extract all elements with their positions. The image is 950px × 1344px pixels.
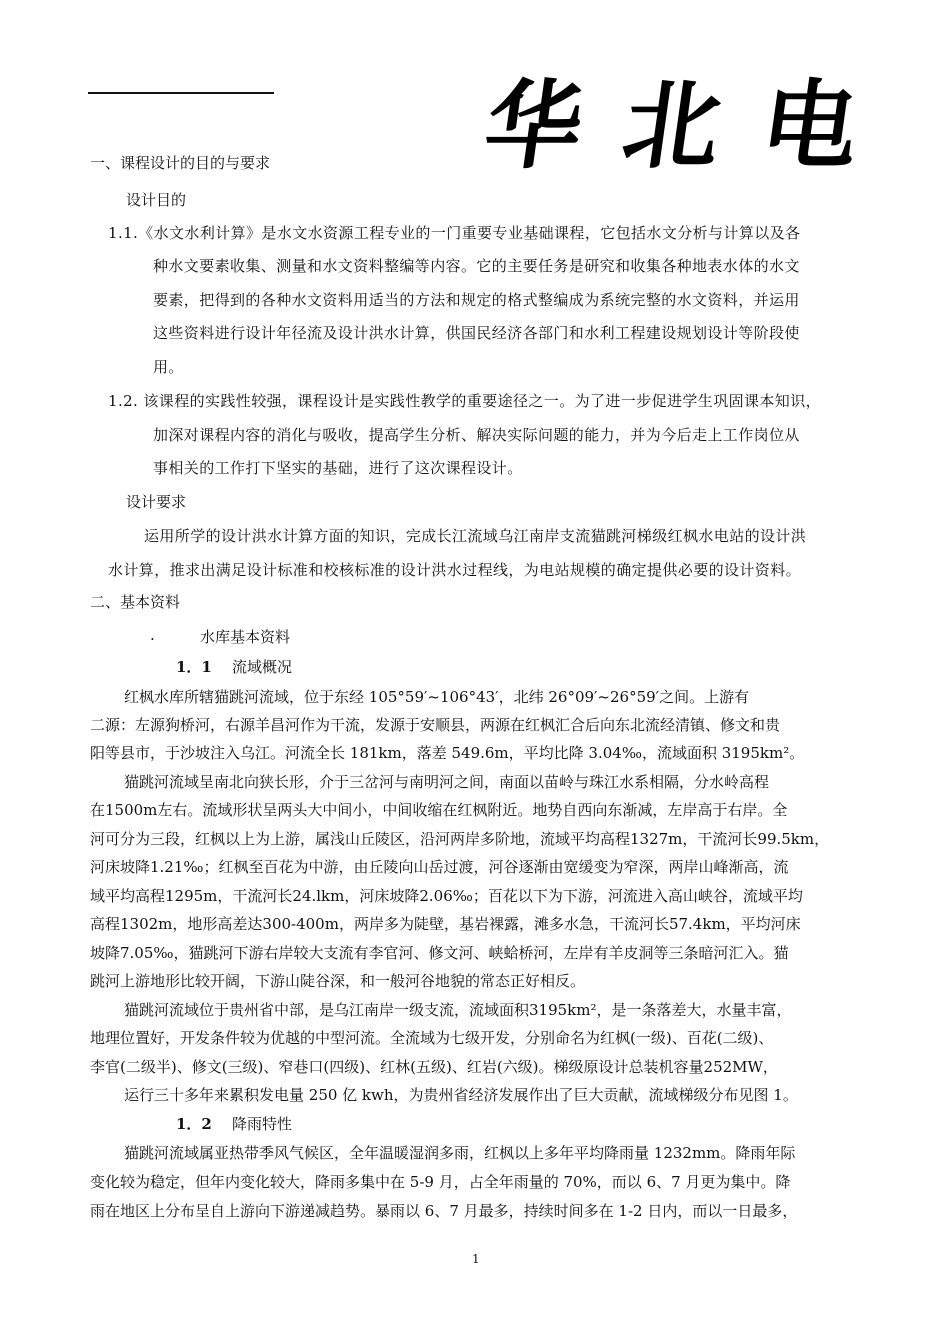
p4-line-2: 变化较为稳定，但年内变化较大，降雨多集中在 5-9 月，占全年雨量的 70%，而以 6、7 月更为集中。降 bbox=[90, 1173, 791, 1191]
item-1-1-line-3: 要素，把得到的各种水文资料用适当的方法和规定的格式整编成为系统完整的水文资料，并运用 bbox=[153, 291, 800, 309]
item-1-2-line-2: 加深对课程内容的消化与吸收，提高学生分析、解决实际问题的能力，并为今后走上工作岗位从 bbox=[153, 426, 800, 444]
item-1-2-line-1: 1.2. 该课程的实践性较强，课程设计是实践性教学的重要途径之一。为了进一步促进学生巩固课本知识， bbox=[108, 392, 821, 410]
req-text-line-1: 运用所学的设计洪水计算方面的知识，完成长江流域乌江南岸支流猫跳河梯级红枫水电站的设计洪 bbox=[144, 527, 807, 545]
p1-line-1: 红枫水库所辖猫跳河流域，位于东经 105°59′~106°43′，北纬 26°09′~26°59′之间。上游有 bbox=[124, 688, 750, 706]
p2-line-1: 猫跳河流域呈南北向狭长形，介于三岔河与南明河之间，南面以苗岭与珠江水系相隔，分水岭高程 bbox=[124, 773, 770, 791]
p3-line-3: 李官(二级半)、修文(三级)、窄巷口(四级)、红林(五级)、红岩(六级)。梯级原设计总装机容量252MW， bbox=[90, 1058, 778, 1076]
p3-line-1: 猫跳河流域位于贵州省中部，是乌江南岸一级支流，流域面积3195km²，是一条落差大，水量丰富， bbox=[124, 1001, 792, 1019]
p4-line-3: 雨在地区上分布呈自上游向下游递减趋势。暴雨以 6、7 月最多，持续时间多在 1-2 日内，而以一日最多， bbox=[90, 1202, 798, 1220]
p1-line-3: 阳等县市，于沙坡注入乌江。河流全长 181km，落差 549.6m，平均比降 3.04‰，流域面积 3195km²。 bbox=[90, 744, 805, 762]
p3-line-4: 运行三十多年来累积发电量 250 亿 kwh，为贵州省经济发展作出了巨大贡献，流域梯级分布见图 1。 bbox=[124, 1086, 798, 1104]
p2-line-8: 跳河上游地形比较开阔，下游山陡谷深，和一般河谷地貌的常态正好相反。 bbox=[90, 972, 586, 990]
p4-line-1: 猫跳河流域属亚热带季风气候区，全年温暖湿润多雨，红枫以上多年平均降雨量 1232mm。降雨年际 bbox=[124, 1144, 796, 1162]
heading-1-2-number: 1．2 bbox=[176, 1115, 212, 1133]
req-heading: 设计要求 bbox=[126, 493, 187, 511]
p2-line-5: 域平均高程1295m，干流河长24.lkm，河床坡降2.06‰；百花以下为下游，河流进入高山峡谷，流域平均 bbox=[90, 887, 803, 905]
university-logo: 华北电 bbox=[478, 70, 908, 182]
item-1-1-line-5: 用。 bbox=[153, 358, 184, 376]
p3-line-2: 地理位置好，开发条件较为优越的中型河流。全流域为七级开发，分别命名为红枫(一级)、百花(二级)、 bbox=[90, 1029, 774, 1047]
header-rule bbox=[88, 92, 274, 94]
req-text-line-2: 水计算，推求出满足设计标准和校核标准的设计洪水过程线，为电站规模的确定提供必要的设计资料。 bbox=[108, 561, 802, 579]
item-1-1-line-1: 1.1.《水文水利计算》是水文水资源工程专业的一门重要专业基础课程，它包括水文分析与计算以及各 bbox=[108, 224, 801, 242]
purpose-heading: 设计目的 bbox=[126, 191, 187, 209]
p1-line-2: 二源：左源狗桥河，右源羊昌河作为干流，发源于安顺县，两源在红枫汇合后向东北流经清镇、修文和贵 bbox=[90, 716, 781, 734]
section1-title: 一、课程设计的目的与要求 bbox=[90, 154, 271, 172]
sub-bullet: . bbox=[150, 626, 155, 644]
item-1-1-line-2: 种水文要素收集、测量和水文资料整编等内容。它的主要任务是研究和收集各种地表水体的水文 bbox=[153, 257, 800, 275]
p2-line-4: 河床坡降1.21‰；红枫至百花为中游，由丘陵向山岳过渡，河谷逐渐由宽缓变为窄深，两岸山峰渐高，流 bbox=[90, 858, 789, 876]
p2-line-3: 河可分为三段，红枫以上为上游，属浅山丘陵区，沿河两岸多阶地，流域平均高程1327m，干流河长99.5km， bbox=[90, 830, 830, 848]
item-1-1-line-4: 这些资料进行设计年径流及设计洪水计算，供国民经济各部门和水利工程建设规划设计等阶段使 bbox=[153, 324, 800, 342]
p2-line-2: 在1500m左右。流域形状呈两头大中间小，中间收缩在红枫附近。地势自西向东渐减，左岸高于右岸。全 bbox=[90, 801, 788, 819]
heading-1-2-title: 降雨特性 bbox=[232, 1115, 293, 1133]
reservoir-subtitle: 水库基本资料 bbox=[200, 628, 291, 646]
page-number: 1 bbox=[472, 1252, 480, 1266]
item-1-2-line-3: 事相关的工作打下坚实的基础，进行了这次课程设计。 bbox=[153, 459, 523, 477]
heading-1-1-number: 1．1 bbox=[176, 658, 212, 676]
p2-line-6: 高程1302m，地形高差达300-400m，两岸多为陡壁，基岩裸露，滩多水急，干流河长57.4km，平均河床 bbox=[90, 915, 801, 933]
section2-title: 二、基本资料 bbox=[90, 593, 181, 611]
p2-line-7: 坡降7.05‰，猫跳河下游右岸较大支流有李官河、修文河、峡蛤桥河，左岸有羊皮洞等三条暗河汇入。猫 bbox=[90, 944, 789, 962]
heading-1-1-title: 流域概况 bbox=[232, 658, 293, 676]
